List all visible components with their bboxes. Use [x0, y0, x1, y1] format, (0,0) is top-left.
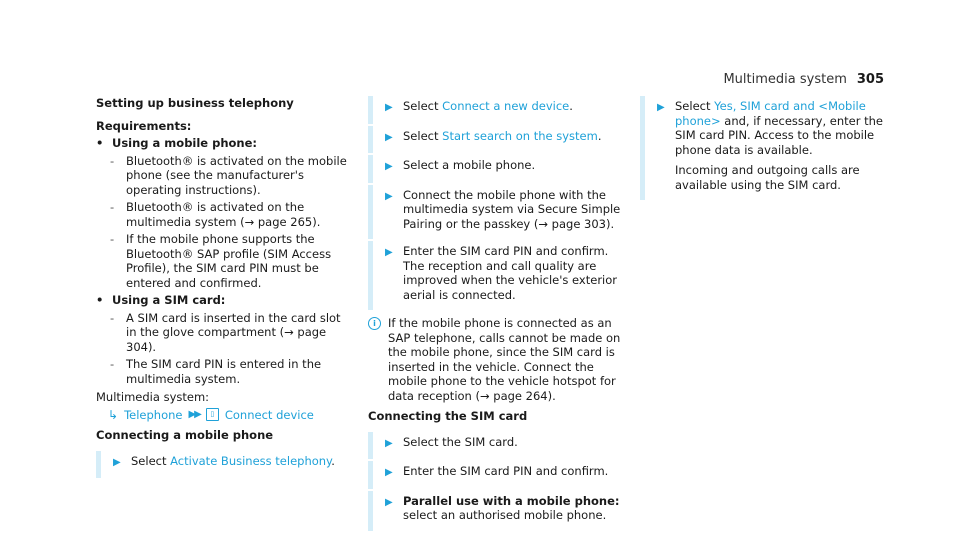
step-text: Select the SIM card.	[403, 434, 518, 449]
list-item: - Bluetooth® is activated on the mobile phone (see the manufacturer's operating instructions).	[110, 154, 354, 198]
page-number: 305	[856, 72, 884, 87]
step-arrow-icon: ▶	[385, 190, 393, 202]
step-text: Connect the mobile phone with the multimedia system via Secure Simple Pairing or the passkey (→ page 303).	[403, 187, 621, 231]
list-item-text: If the mobile phone supports the Bluetooth® SAP profile (SIM Access Profile), the SIM card PIN must be entered and confirmed.	[126, 232, 332, 290]
list-item: - If the mobile phone supports the Bluetooth® SAP profile (SIM Access Profile), the SIM card PIN must be entered and confirmed.	[110, 232, 354, 290]
instruction-step	[368, 126, 624, 154]
info-icon: i	[368, 317, 381, 330]
path-connect-device[interactable]: Connect device	[224, 407, 314, 422]
bullet-label: Using a mobile phone:	[112, 136, 258, 150]
step-arrow-icon: ▶	[113, 456, 121, 468]
column-1	[96, 96, 354, 478]
path-telephone[interactable]: Telephone	[124, 407, 183, 422]
step-text: Enter the SIM card PIN and confirm.	[403, 464, 609, 478]
step-arrow-icon: ▶	[385, 102, 393, 113]
step-text: Select a mobile phone.	[403, 158, 536, 172]
step-text: Incoming and outgoing calls are available using the SIM card.	[675, 163, 860, 192]
list-item-text: The SIM card PIN is entered in the multimedia system.	[126, 357, 322, 386]
instruction-step	[368, 241, 624, 310]
instruction-step	[368, 155, 624, 183]
instruction-step	[368, 96, 624, 124]
menu-link[interactable]: Connect a new device	[442, 99, 570, 113]
info-text: If the mobile phone is connected as an SAP telephone, calls cannot be made on the mobile phone, since the SIM card is inserted in the vehicle. Connect the mobile phone to the vehicle hotspot for data reception (→ page 264).	[388, 316, 621, 403]
step-punct: .	[569, 99, 573, 113]
step-text: Select	[403, 128, 439, 143]
step-punct: .	[597, 128, 602, 143]
step-text: Select	[403, 99, 439, 113]
system-label: Multimedia system:	[96, 390, 210, 404]
menu-path	[108, 408, 354, 423]
sim-heading: Connecting the SIM card	[368, 409, 528, 423]
menu-link[interactable]: Start search on the system	[442, 128, 598, 143]
instruction-step	[368, 461, 624, 489]
list-item-text: Bluetooth® is activated on the mobile phone (see the manufacturer's operating instructions).	[126, 153, 347, 197]
list-item: - Bluetooth® is activated on the multimedia system (→ page 265).	[110, 200, 354, 229]
phone-connect-icon: ▯	[206, 408, 219, 421]
bullet-label: Using a SIM card:	[112, 293, 226, 307]
bullet-item	[96, 293, 354, 308]
instruction-step	[368, 185, 624, 240]
list-item-text: Bluetooth® is activated on the multimedia system (→ page 265).	[126, 200, 321, 229]
column-2	[368, 96, 624, 531]
connecting-heading: Connecting a mobile phone	[96, 428, 274, 442]
bullet-item	[96, 136, 354, 151]
step-text: and, if necessary, enter the SIM card PIN. Access to the mobile phone data is available.	[675, 113, 883, 157]
menu-link[interactable]: Yes, SIM card and <Mobile phone>	[675, 99, 866, 128]
instruction-step	[368, 432, 624, 460]
step-arrow-icon: ▶	[657, 102, 665, 113]
column-3	[640, 96, 890, 200]
section-title: Multimedia system	[723, 72, 847, 87]
list-item: - A SIM card is inserted in the card slot in the glove compartment (→ page 304).	[110, 311, 354, 355]
page-header	[723, 72, 884, 87]
step-label: Parallel use with a mobile phone:	[403, 493, 620, 508]
info-note	[368, 316, 624, 403]
step-punct: .	[331, 453, 335, 468]
step-text: Select	[675, 99, 711, 113]
bullet-icon: •	[96, 293, 104, 307]
step-arrow-icon: ▶	[385, 467, 393, 478]
step-text: Enter the SIM card PIN and confirm. The reception and call quality are improved when the vehicle's exterior aerial is connected.	[403, 244, 618, 302]
step-arrow-icon: ▶	[385, 496, 393, 508]
step-arrow-icon: ▶	[385, 437, 393, 449]
step-text: select an authorised mobile phone.	[403, 508, 607, 522]
step-arrow-icon: ▶	[385, 161, 393, 172]
instruction-step	[640, 96, 890, 200]
menu-path-icon: ↳	[108, 407, 119, 422]
step-arrow-icon: ▶	[385, 247, 393, 258]
requirements-label: Requirements:	[96, 118, 192, 133]
step-arrow-icon: ▶	[385, 131, 393, 143]
step-text: Select	[131, 453, 167, 468]
menu-link[interactable]: Activate Business telephony	[170, 453, 332, 468]
instruction-step	[96, 451, 354, 479]
instruction-step	[368, 491, 624, 531]
section-heading: Setting up business telephony	[96, 96, 294, 110]
double-chevron-icon: ▶▶	[188, 408, 200, 420]
list-item-text: A SIM card is inserted in the card slot in the glove compartment (→ page 304).	[126, 310, 341, 354]
list-item: - The SIM card PIN is entered in the multimedia system.	[110, 357, 354, 386]
bullet-icon: •	[96, 136, 104, 150]
